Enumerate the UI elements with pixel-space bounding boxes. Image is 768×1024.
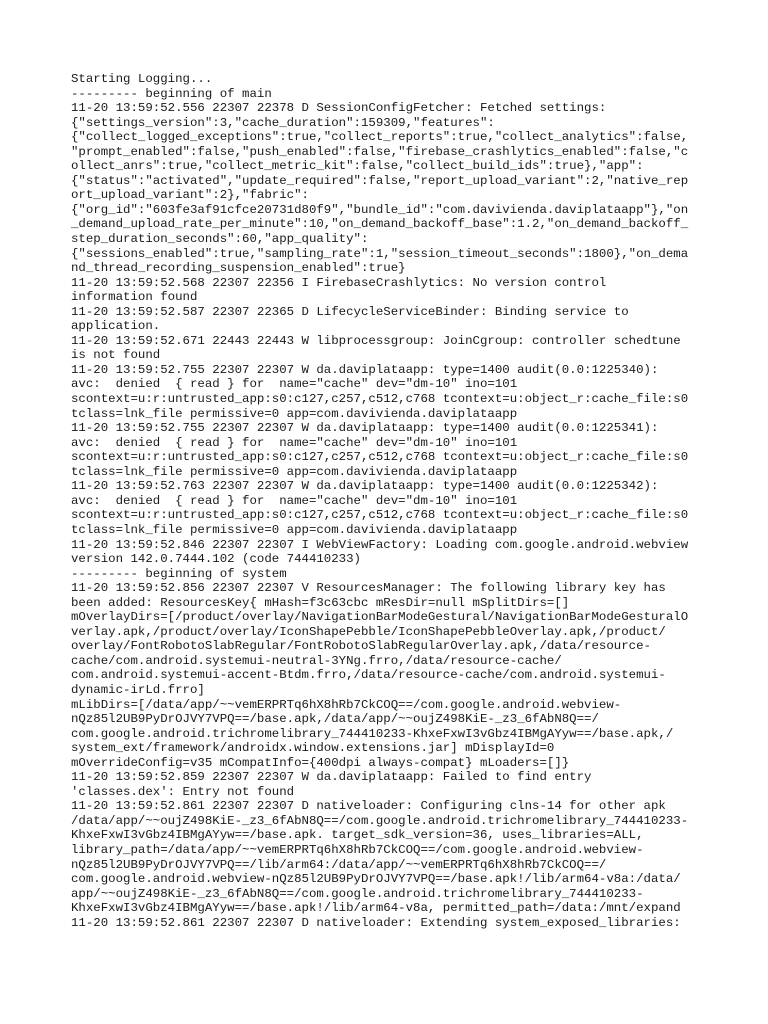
log-line: com.google.android.trichromelibrary_744410233-KhxeFxwI3vGbz4IBMgAYyw==/base.apk,/	[71, 726, 674, 741]
log-line: nQz85l2UB9PyDrOJVY7VPQ==/lib/arm64:/data/app/~~vemERPRTq6hX8hRb7CkCOQ==/	[71, 857, 607, 872]
log-line: scontext=u:r:untrusted_app:s0:c127,c257,c512,c768 tcontext=u:object_r:cache_file:s0	[71, 392, 689, 407]
log-line: scontext=u:r:untrusted_app:s0:c127,c257,c512,c768 tcontext=u:object_r:cache_file:s0	[71, 508, 689, 523]
log-line: overlay/FontRobotoSlabRegular/FontRobotoSlabRegularOverlay.apk,/data/resource-	[71, 639, 651, 654]
log-line: {"org_id":"603fe3af91cfce20731d80f9","bundle_id":"com.davivienda.daviplataapp"},"on	[71, 202, 689, 217]
log-line: 11-20 13:59:52.755 22307 22307 W da.daviplataapp: type=1400 audit(0.0:1225341):	[71, 421, 659, 436]
log-line: avc: denied { read } for name="cache" dev="dm-10" ino=101	[71, 435, 518, 450]
log-line: com.google.android.webview-nQz85l2UB9PyDrOJVY7VPQ==/base.apk!/lib/arm64-v8a:/data/	[71, 872, 681, 887]
log-line: 11-20 13:59:52.671 22443 22443 W libprocessgroup: JoinCgroup: controller schedtune	[71, 333, 681, 348]
log-line: 11-20 13:59:52.763 22307 22307 W da.daviplataapp: type=1400 audit(0.0:1225342):	[71, 479, 659, 494]
log-line: avc: denied { read } for name="cache" dev="dm-10" ino=101	[71, 493, 518, 508]
log-line: been added: ResourcesKey{ mHash=f3c63cbc mResDir=null mSplitDirs=[]	[71, 595, 570, 610]
log-line: KhxeFxwI3vGbz4IBMgAYyw==/base.apk!/lib/arm64-v8a, permitted_path=/data:/mnt/expand	[71, 901, 681, 916]
log-line: mLibDirs=[/data/app/~~vemERPRTq6hX8hRb7CkCOQ==/com.google.android.webview-	[71, 697, 622, 712]
log-line: application.	[71, 319, 161, 334]
log-line: com.android.systemui-accent-Btdm.frro,/data/resource-cache/com.android.systemui-	[71, 668, 666, 683]
log-line: dynamic-irLd.frro]	[71, 682, 205, 697]
log-line: avc: denied { read } for name="cache" dev="dm-10" ino=101	[71, 377, 518, 392]
log-line: 11-20 13:59:52.859 22307 22307 W da.daviplataapp: Failed to find entry	[71, 770, 592, 785]
log-line: {"settings_version":3,"cache_duration":159309,"features":	[71, 115, 495, 130]
log-line: _demand_upload_rate_per_minute":10,"on_demand_backoff_base":1.2,"on_demand_backoff_	[71, 217, 689, 232]
log-line: tclass=lnk_file permissive=0 app=com.davivienda.daviplataapp	[71, 522, 518, 537]
log-line: version 142.0.7444.102 (code 744410233)	[71, 552, 361, 567]
log-line: "prompt_enabled":false,"push_enabled":false,"firebase_crashlytics_enabled":false,"c	[71, 144, 689, 159]
log-line: app/~~oujZ498KiE-_z3_6fAbN8Q==/com.google.android.trichromelibrary_744410233-	[71, 886, 644, 901]
log-line: library_path=/data/app/~~vemERPRTq6hX8hRb7CkCOQ==/com.google.android.webview-	[71, 842, 644, 857]
log-line: 11-20 13:59:52.846 22307 22307 I WebViewFactory: Loading com.google.android.webview	[71, 537, 689, 552]
log-line: --------- beginning of system	[71, 566, 287, 581]
log-line: ort_upload_variant":2},"fabric":	[71, 188, 309, 203]
log-line: nd_thread_recording_suspension_enabled":true}	[71, 261, 406, 276]
log-line: KhxeFxwI3vGbz4IBMgAYyw==/base.apk. target_sdk_version=36, uses_libraries=ALL,	[71, 828, 644, 843]
log-line: system_ext/framework/androidx.window.extensions.jar] mDisplayId=0	[71, 741, 555, 756]
log-line: tclass=lnk_file permissive=0 app=com.davivienda.daviplataapp	[71, 406, 518, 421]
log-line: information found	[71, 290, 198, 305]
log-line: {"status":"activated","update_required":false,"report_upload_variant":2,"native_rep	[71, 173, 689, 188]
log-line: mOverlayDirs=[/product/overlay/NavigationBarModeGestural/NavigationBarModeGesturalO	[71, 610, 689, 625]
log-line: 11-20 13:59:52.856 22307 22307 V ResourcesManager: The following library key has	[71, 581, 666, 596]
log-line: nQz85l2UB9PyDrOJVY7VPQ==/base.apk,/data/app/~~oujZ498KiE-_z3_6fAbN8Q==/	[71, 712, 599, 727]
log-line: 11-20 13:59:52.755 22307 22307 W da.daviplataapp: type=1400 audit(0.0:1225340):	[71, 362, 659, 377]
log-line: cache/com.android.systemui-neutral-3YNg.frro,/data/resource-cache/	[71, 653, 562, 668]
log-line: 11-20 13:59:52.861 22307 22307 D nativeloader: Extending system_exposed_libraries:	[71, 915, 681, 930]
log-line: 11-20 13:59:52.568 22307 22356 I FirebaseCrashlytics: No version control	[71, 275, 607, 290]
log-line: 11-20 13:59:52.587 22307 22365 D LifecycleServiceBinder: Binding service to	[71, 304, 629, 319]
log-line: is not found	[71, 348, 161, 363]
log-line: {"collect_logged_exceptions":true,"collect_reports":true,"collect_analytics":false,	[71, 130, 689, 145]
log-line: scontext=u:r:untrusted_app:s0:c127,c257,c512,c768 tcontext=u:object_r:cache_file:s0	[71, 450, 689, 465]
log-line: {"sessions_enabled":true,"sampling_rate":1,"session_timeout_seconds":1800},"on_dema	[71, 246, 689, 261]
log-line: Starting Logging...	[71, 72, 213, 86]
log-line: 11-20 13:59:52.556 22307 22378 D SessionConfigFetcher: Fetched settings:	[71, 101, 607, 116]
log-line: --------- beginning of main	[71, 86, 272, 101]
log-line: 11-20 13:59:52.861 22307 22307 D nativeloader: Configuring clns-14 for other apk	[71, 799, 666, 814]
log-line: tclass=lnk_file permissive=0 app=com.davivienda.daviplataapp	[71, 464, 518, 479]
log-line: verlay.apk,/product/overlay/IconShapePebble/IconShapePebbleOverlay.apk,/product/	[71, 624, 666, 639]
log-output	[71, 72, 701, 930]
log-line: mOverrideConfig=v35 mCompatInfo={400dpi always-compat} mLoaders=[]}	[71, 755, 570, 770]
log-line: step_duration_seconds":60,"app_quality":	[71, 232, 369, 247]
log-line: /data/app/~~oujZ498KiE-_z3_6fAbN8Q==/com.google.android.trichromelibrary_744410233-	[71, 813, 689, 828]
log-line: ollect_anrs":true,"collect_metric_kit":false,"collect_build_ids":true},"app":	[71, 159, 644, 174]
log-line: 'classes.dex': Entry not found	[71, 784, 295, 799]
